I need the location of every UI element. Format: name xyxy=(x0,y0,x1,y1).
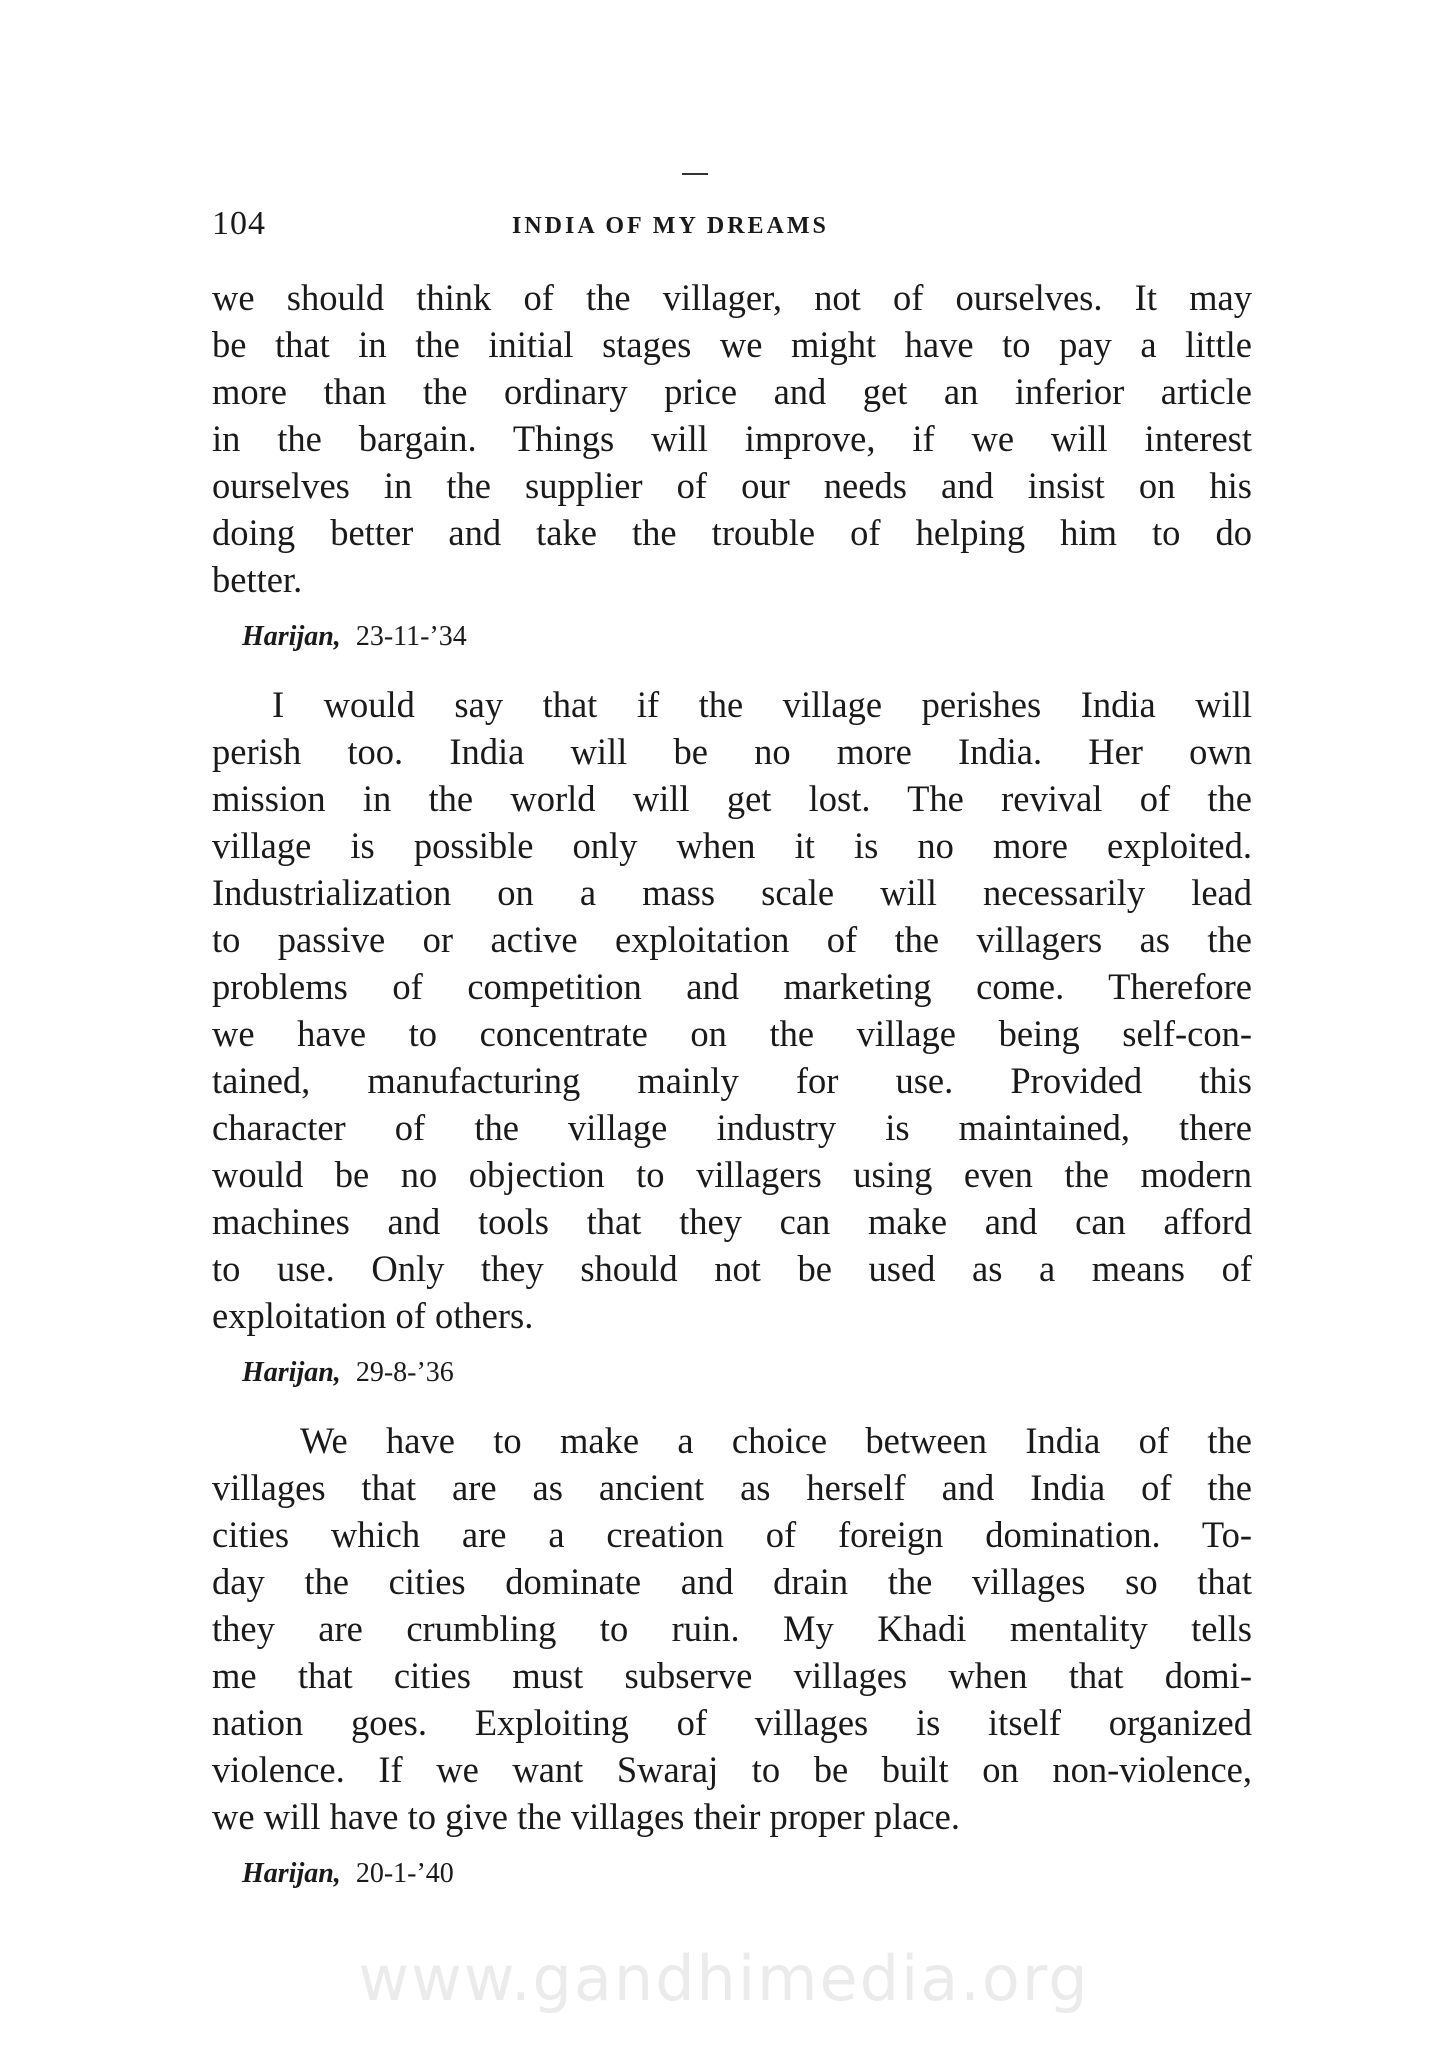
text-line: mission in the world will get lost. The revival of the xyxy=(212,778,1252,819)
text-line: me that cities must subserve villages when that domi- xyxy=(212,1655,1252,1696)
source-publication: Harijan, xyxy=(242,1858,341,1889)
source-citation-1 xyxy=(242,617,1252,657)
text-line: machines and tools that they can make and can afford xyxy=(212,1201,1252,1242)
text-line: we have to concentrate on the village being self-con- xyxy=(212,1013,1252,1054)
text-line: to passive or active exploitation of the villagers as the xyxy=(212,919,1252,960)
source-citation-2 xyxy=(242,1353,1252,1393)
text-line: exploitation of others. xyxy=(212,1295,534,1336)
page-header xyxy=(212,205,1252,255)
text-line: day the cities dominate and drain the villages so that xyxy=(212,1561,1252,1602)
source-date: 20-1-’40 xyxy=(355,1858,454,1889)
text-line: nation goes. Exploiting of villages is itself organized xyxy=(212,1702,1252,1743)
text-line: cities which are a creation of foreign domination. To- xyxy=(212,1514,1252,1555)
text-line: doing better and take the trouble of helping him to do xyxy=(212,512,1252,553)
paragraph-1 xyxy=(212,274,1252,603)
text-line: problems of competition and marketing come. Therefore xyxy=(212,966,1252,1007)
text-line: ourselves in the supplier of our needs and insist on his xyxy=(212,465,1252,506)
text-line: character of the village industry is maintained, there xyxy=(212,1107,1252,1148)
watermark: www.gandhimedia.org xyxy=(358,1942,1090,2015)
text-line: I would say that if the village perishes India will xyxy=(272,684,1252,725)
text-line: We have to make a choice between India of the xyxy=(300,1420,1252,1461)
source-citation-3 xyxy=(242,1854,1252,1894)
page-body xyxy=(212,274,1252,1918)
text-line: perish too. India will be no more India. Her own xyxy=(212,731,1252,772)
text-line: would be no objection to villagers using even the modern xyxy=(212,1154,1252,1195)
text-line: tained, manufacturing mainly for use. Provided this xyxy=(212,1060,1252,1101)
text-line: violence. If we want Swaraj to be built on non-violence, xyxy=(212,1749,1252,1790)
text-line: village is possible only when it is no more exploited. xyxy=(212,825,1252,866)
running-title: INDIA OF MY DREAMS xyxy=(512,213,829,239)
header-dash xyxy=(682,173,708,175)
source-date: 23-11-’34 xyxy=(355,621,467,652)
source-publication: Harijan, xyxy=(242,621,341,652)
text-line: be that in the initial stages we might have to pay a little xyxy=(212,324,1252,365)
text-line: we will have to give the villages their proper place. xyxy=(212,1796,960,1837)
text-line: they are crumbling to ruin. My Khadi mentality tells xyxy=(212,1608,1252,1649)
text-line: villages that are as ancient as herself and India of the xyxy=(212,1467,1252,1508)
source-date: 29-8-’36 xyxy=(355,1357,454,1388)
text-line: to use. Only they should not be used as a means of xyxy=(212,1248,1252,1289)
text-line: more than the ordinary price and get an inferior article xyxy=(212,371,1252,412)
text-line: we should think of the villager, not of ourselves. It may xyxy=(212,277,1252,318)
text-line: Industrialization on a mass scale will necessarily lead xyxy=(212,872,1252,913)
text-line: in the bargain. Things will improve, if we will interest xyxy=(212,418,1252,459)
paragraph-3 xyxy=(212,1417,1252,1840)
page-number: 104 xyxy=(212,205,266,242)
paragraph-2 xyxy=(212,681,1252,1339)
source-publication: Harijan, xyxy=(242,1357,341,1388)
text-line: better. xyxy=(212,559,303,600)
